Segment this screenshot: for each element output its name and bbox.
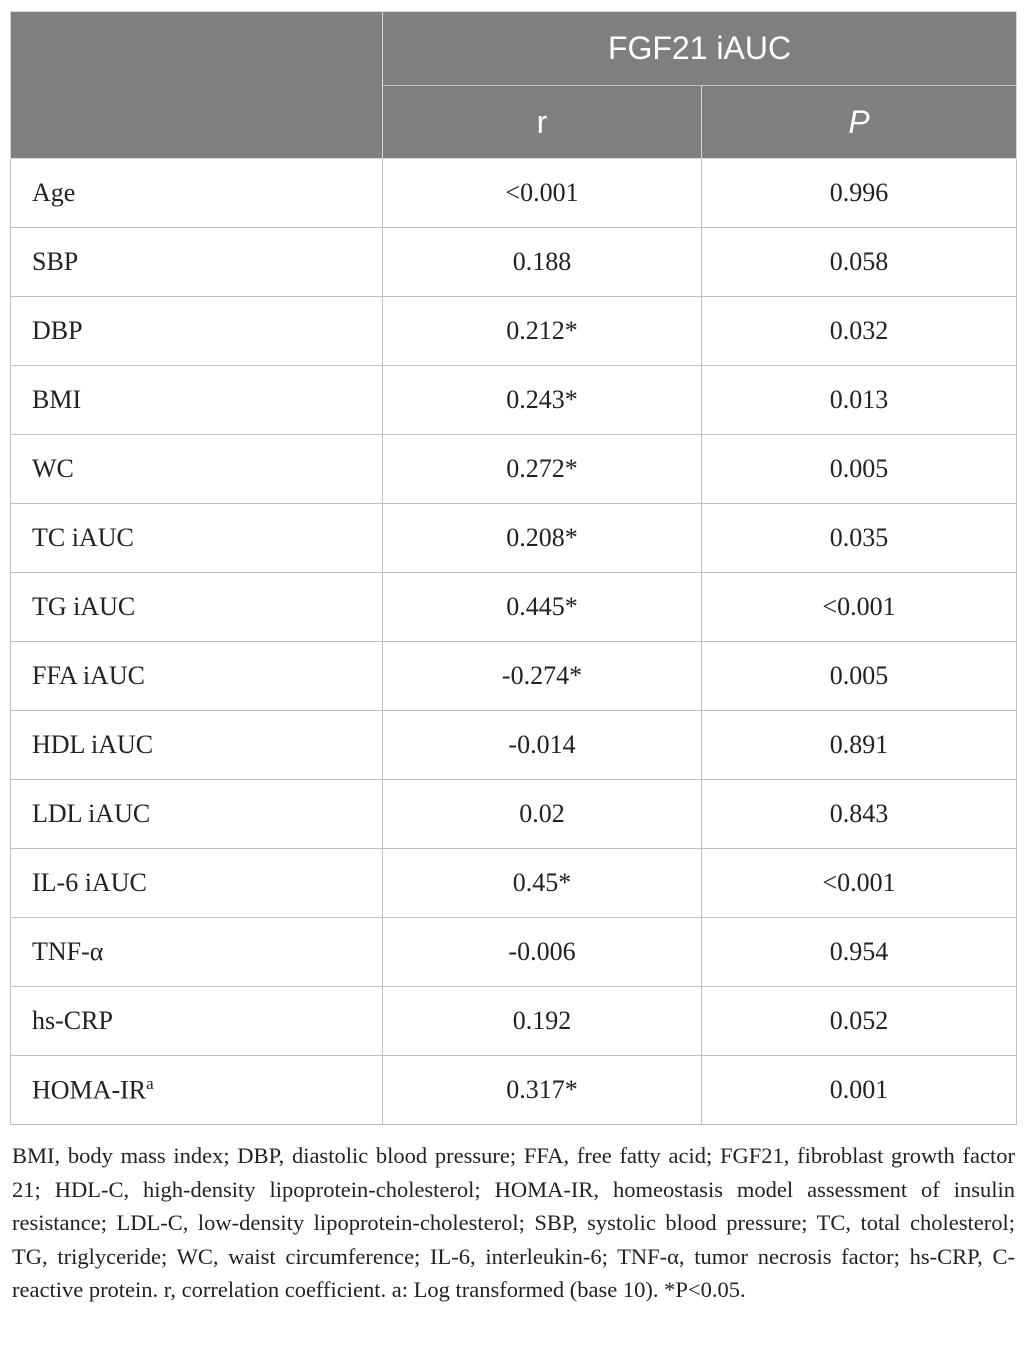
- table-row: [11, 366, 1017, 435]
- variable-name: HOMA-IR: [32, 1075, 147, 1105]
- r-value-cell: 0.208*: [383, 504, 702, 573]
- variable-name: TG iAUC: [32, 592, 136, 621]
- variable-name-cell: [11, 504, 383, 573]
- r-value-cell: 0.192: [383, 987, 702, 1056]
- p-value-cell: 0.954: [702, 918, 1017, 987]
- column-header-p: P: [702, 86, 1017, 159]
- variable-name: HDL iAUC: [32, 730, 154, 759]
- variable-name: Age: [32, 178, 76, 207]
- r-value-cell: 0.45*: [383, 849, 702, 918]
- variable-name-cell: [11, 573, 383, 642]
- table-row: [11, 435, 1017, 504]
- table-row: [11, 918, 1017, 987]
- table-row: [11, 711, 1017, 780]
- variable-name-cell: [11, 435, 383, 504]
- table-row: [11, 573, 1017, 642]
- variable-superscript: a: [146, 1074, 154, 1094]
- r-value-cell: 0.272*: [383, 435, 702, 504]
- r-value-cell: 0.243*: [383, 366, 702, 435]
- variable-name-cell: [11, 780, 383, 849]
- group-header: FGF21 iAUC: [383, 12, 1017, 86]
- p-value-cell: 0.996: [702, 159, 1017, 228]
- variable-name-cell: [11, 1056, 383, 1125]
- variable-name-cell: [11, 642, 383, 711]
- variable-name: hs-CRP: [32, 1006, 113, 1035]
- table-header: [11, 12, 1017, 159]
- variable-name-cell: [11, 228, 383, 297]
- p-value-cell: 0.005: [702, 642, 1017, 711]
- table-row: [11, 159, 1017, 228]
- p-value-cell: 0.058: [702, 228, 1017, 297]
- p-value-cell: 0.005: [702, 435, 1017, 504]
- p-value-cell: 0.035: [702, 504, 1017, 573]
- table-footnote: BMI, body mass index; DBP, diastolic blood pressure; FFA, free fatty acid; FGF21, fibroblast growth factor 21; HDL-C, high-density lipoprotein-cholesterol; HOMA-IR, homeostasis model assessment of insulin resistance; LDL-C, low-density lipoprotein-cholesterol; SBP, systolic blood pressure; TC, total cholesterol; TG, triglyceride; WC, waist circumference; IL-6, interleukin-6; TNF-α, tumor necrosis factor; hs-CRP, C-reactive protein. r, correlation coefficient. a: Log transformed (base 10). *P<0.05.: [12, 1143, 1015, 1302]
- table-row: [11, 297, 1017, 366]
- p-value-cell: 0.891: [702, 711, 1017, 780]
- r-value-cell: <0.001: [383, 159, 702, 228]
- table-row: [11, 228, 1017, 297]
- p-value-cell: 0.052: [702, 987, 1017, 1056]
- variable-name-cell: [11, 711, 383, 780]
- variable-name-cell: [11, 987, 383, 1056]
- r-value-cell: 0.188: [383, 228, 702, 297]
- correlation-table: [10, 11, 1017, 1125]
- variable-name: WC: [32, 454, 74, 483]
- table-row: [11, 1056, 1017, 1125]
- table-row: [11, 642, 1017, 711]
- table-row: [11, 987, 1017, 1056]
- r-value-cell: -0.006: [383, 918, 702, 987]
- variable-name: DBP: [32, 316, 83, 345]
- r-value-cell: -0.274*: [383, 642, 702, 711]
- p-value-cell: 0.032: [702, 297, 1017, 366]
- r-value-cell: 0.02: [383, 780, 702, 849]
- variable-name-cell: [11, 366, 383, 435]
- variable-name-cell: [11, 159, 383, 228]
- variable-name: TC iAUC: [32, 523, 134, 552]
- variable-name: LDL iAUC: [32, 799, 151, 828]
- table-body: [11, 159, 1017, 1125]
- p-value-cell: <0.001: [702, 573, 1017, 642]
- correlation-table-container: [10, 11, 1016, 1125]
- variable-name-cell: [11, 918, 383, 987]
- r-value-cell: -0.014: [383, 711, 702, 780]
- r-value-cell: 0.445*: [383, 573, 702, 642]
- table-row: [11, 849, 1017, 918]
- table-row: [11, 780, 1017, 849]
- table-row: [11, 504, 1017, 573]
- p-value-cell: 0.001: [702, 1056, 1017, 1125]
- column-header-r: r: [383, 86, 702, 159]
- variable-name: FFA iAUC: [32, 661, 145, 690]
- p-value-cell: <0.001: [702, 849, 1017, 918]
- variable-name: TNF-α: [32, 937, 104, 966]
- r-value-cell: 0.317*: [383, 1056, 702, 1125]
- variable-name: IL-6 iAUC: [32, 868, 147, 897]
- p-value-cell: 0.013: [702, 366, 1017, 435]
- r-value-cell: 0.212*: [383, 297, 702, 366]
- variable-name-cell: [11, 849, 383, 918]
- variable-header-blank: [11, 12, 383, 159]
- variable-name: BMI: [32, 385, 82, 414]
- variable-name-cell: [11, 297, 383, 366]
- p-value-cell: 0.843: [702, 780, 1017, 849]
- variable-name: SBP: [32, 247, 79, 276]
